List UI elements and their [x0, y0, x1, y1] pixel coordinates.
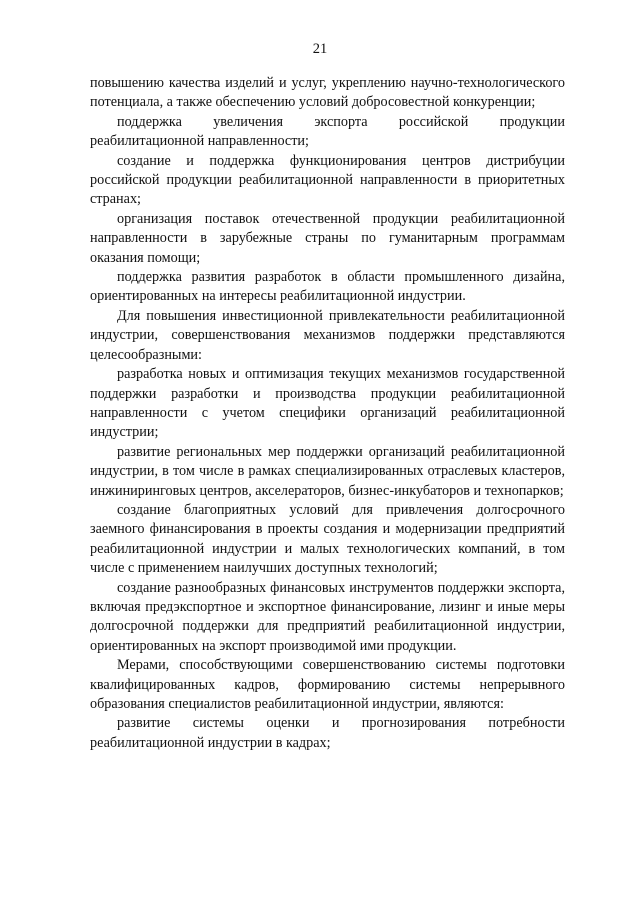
- paragraph-8: развитие региональных мер поддержки организаций реабилитационной индустрии, в том числе в рамках специализированных отраслевых кластеров, инжиниринговых центров, акселераторов, бизнес-инкубаторов и технопарков;: [90, 443, 565, 499]
- paragraph-12: развитие системы оценки и прогнозирования потребности реабилитационной индустрии в кадрах;: [90, 715, 565, 751]
- page-number: 21: [312, 41, 328, 57]
- paragraph-3: создание и поддержка функционирования центров дистрибуции российской продукции реабилитационной направленности в приоритетных странах;: [90, 152, 565, 208]
- paragraph-7: разработка новых и оптимизация текущих механизмов государственной поддержки разработки и производства продукции реабилитационной направленности с учетом специфики организаций реабилитационной индустрии;: [90, 366, 565, 441]
- paragraph-5: поддержка развития разработок в области промышленного дизайна, ориентированных на интересы реабилитационной индустрии.: [90, 269, 565, 305]
- paragraph-10: создание разнообразных финансовых инструментов поддержки экспорта, включая предэкспортное и экспортное финансирование, лизинг и иные меры долгосрочной поддержки для предприятий реабилитационной индустрии, ориентированных на экспорт производимой ими продукции.: [90, 579, 565, 654]
- paragraph-9: создание благоприятных условий для привлечения долгосрочного заемного финансирования в проекты создания и модернизации предприятий реабилитационной индустрии и малых технологических компаний, в том числе с применением наилучших доступных технологий;: [90, 501, 565, 577]
- paragraph-4: организация поставок отечественной продукции реабилитационной направленности в зарубежные страны по гуманитарным программам оказания помощи;: [90, 210, 565, 266]
- document-body: [90, 74, 565, 753]
- paragraph-6: Для повышения инвестиционной привлекательности реабилитационной индустрии, совершенствования механизмов поддержки представляются целесообразными:: [90, 307, 565, 363]
- paragraph-1: повышению качества изделий и услуг, укреплению научно-технологического потенциала, а также обеспечению условий добросовестной конкуренции;: [90, 75, 565, 111]
- paragraph-2: поддержка увеличения экспорта российской продукции реабилитационной направленности;: [90, 113, 565, 150]
- paragraph-11: Мерами, способствующими совершенствованию системы подготовки квалифицированных кадров, формированию системы непрерывного образования специалистов реабилитационной индустрии, являются:: [90, 657, 565, 712]
